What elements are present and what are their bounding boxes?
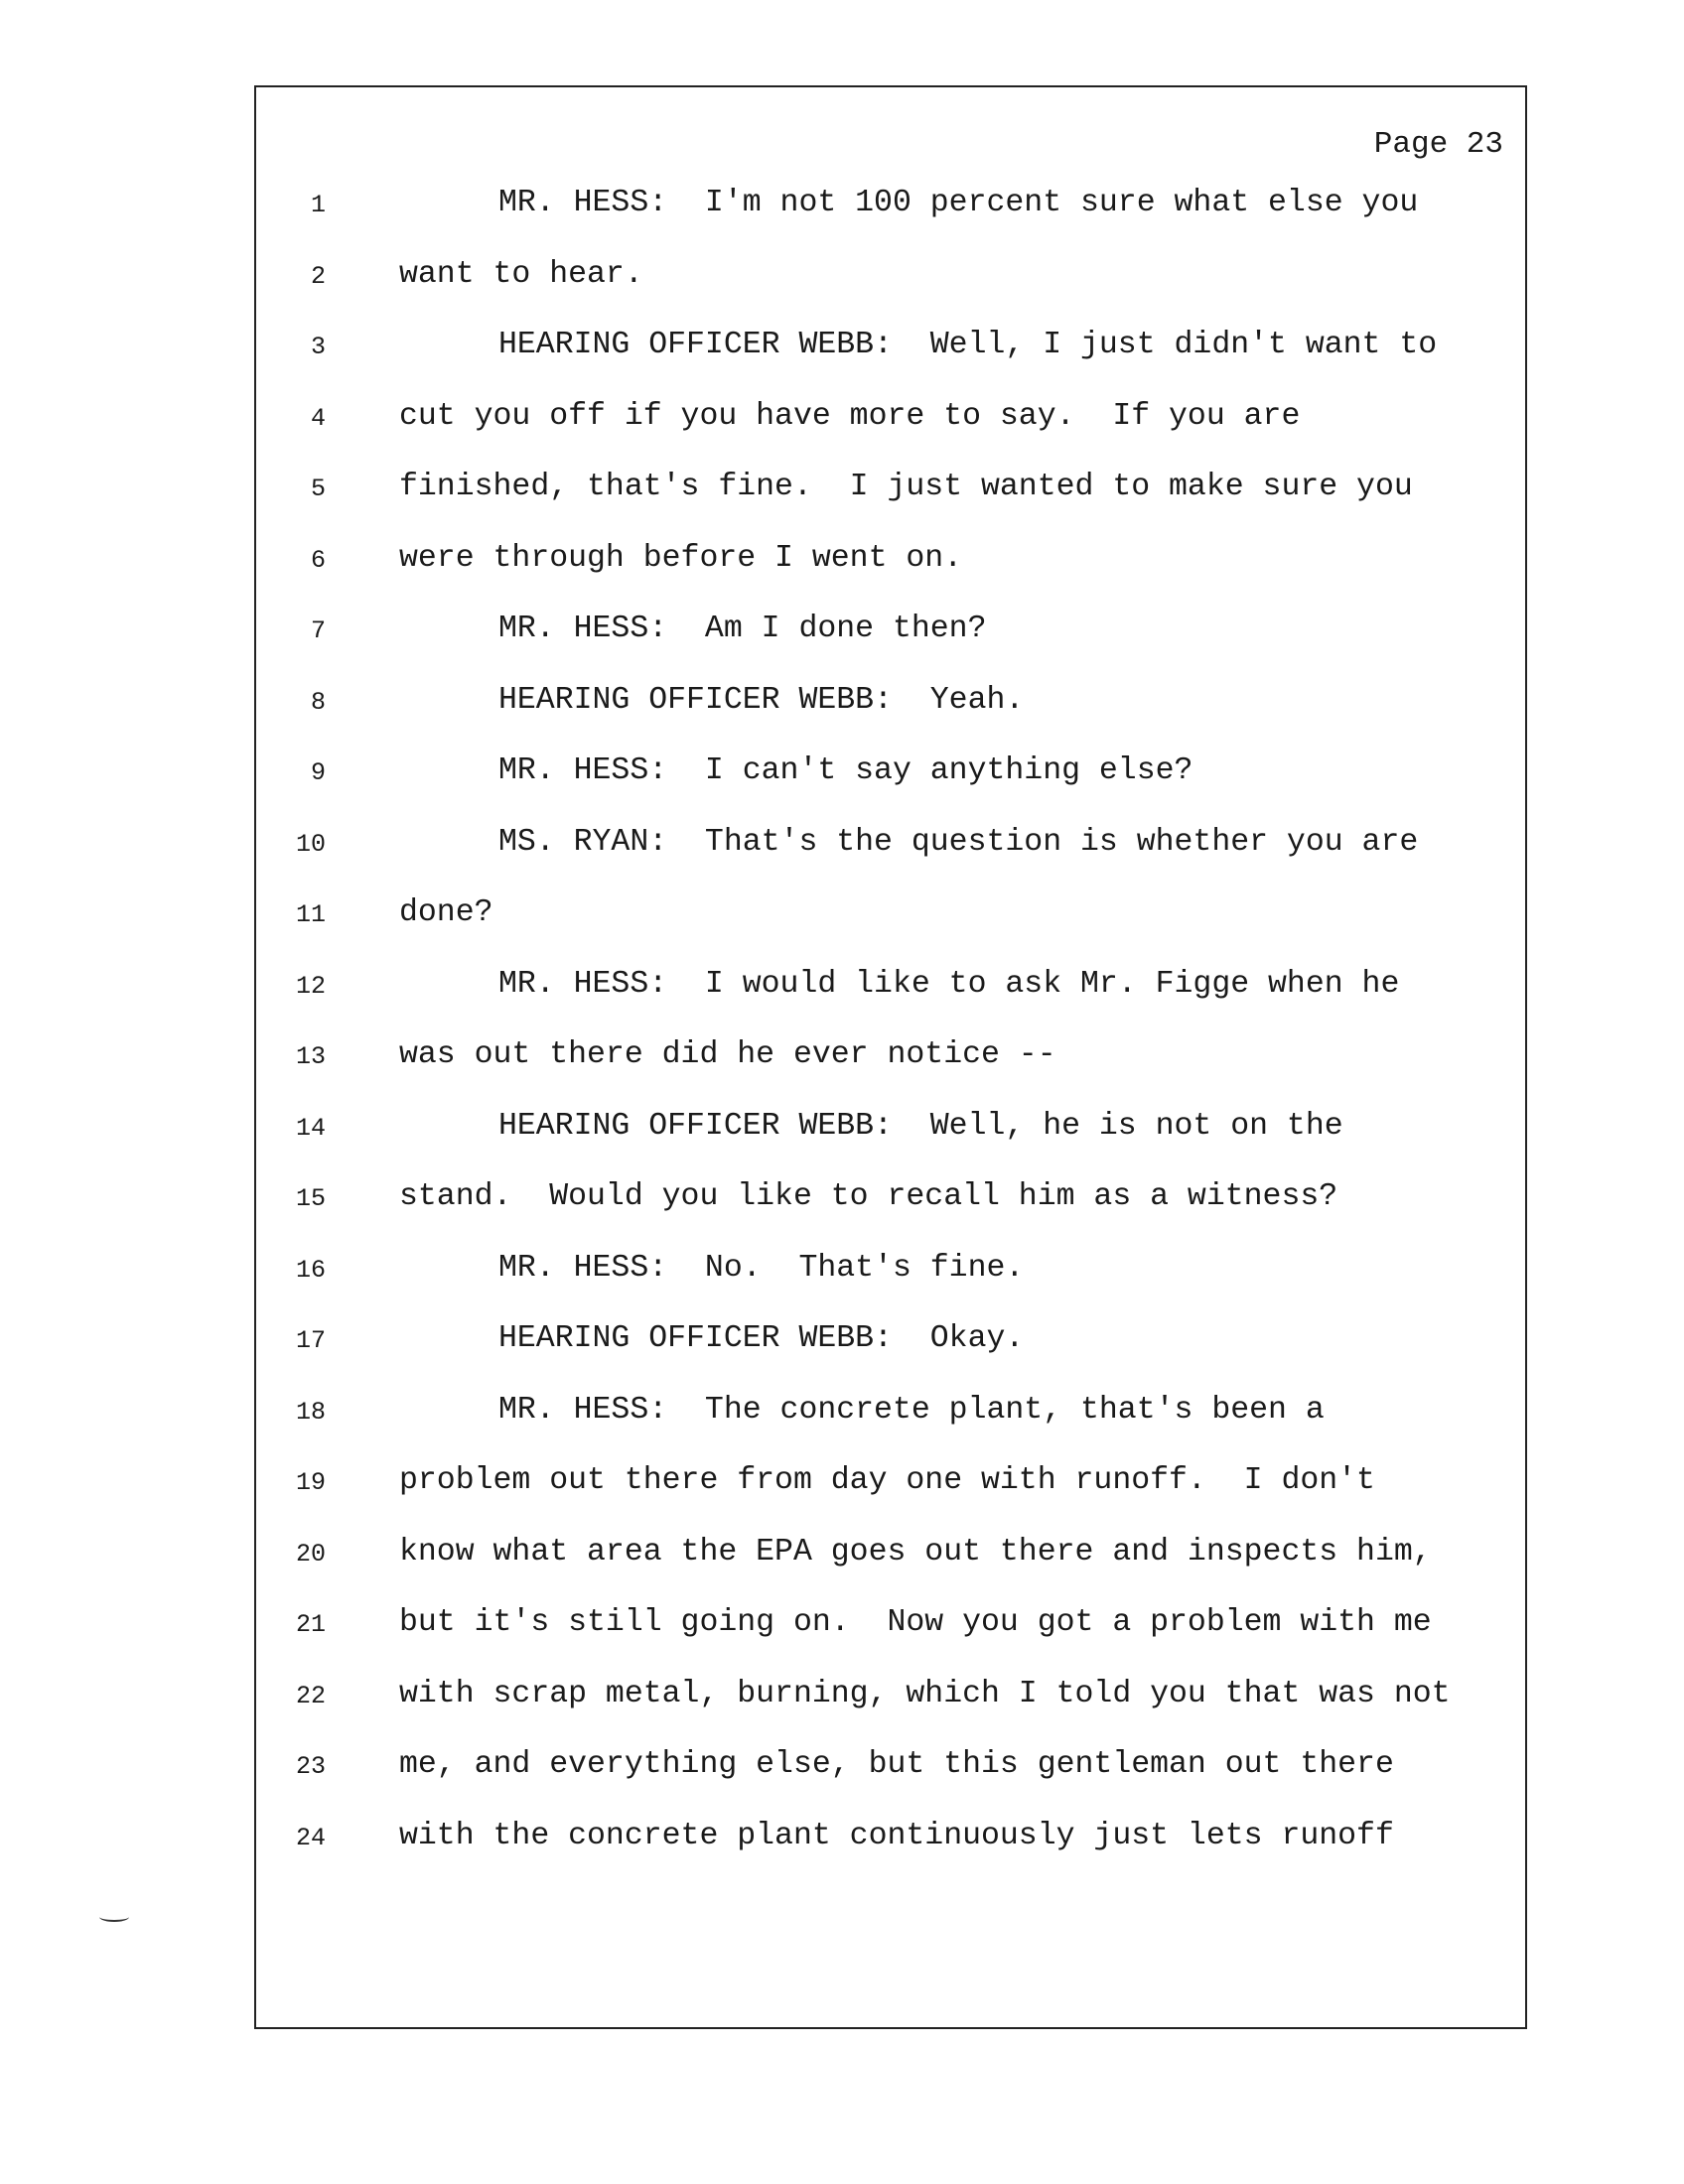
line-number: 3 <box>310 333 326 361</box>
transcript-line <box>256 750 1529 799</box>
line-text: HEARING OFFICER WEBB: Okay. <box>498 1321 1025 1356</box>
line-number: 22 <box>295 1681 326 1710</box>
transcript-line <box>256 1033 1529 1083</box>
line-number: 10 <box>295 829 326 859</box>
line-text: MR. HESS: I would like to ask Mr. Figge when he <box>498 966 1400 1002</box>
line-text: were through before I went on. <box>399 540 963 576</box>
line-number: 23 <box>295 1752 326 1781</box>
line-number: 20 <box>295 1539 326 1569</box>
line-text: MR. HESS: No. That's fine. <box>498 1250 1025 1286</box>
line-text: want to hear. <box>399 256 643 292</box>
line-number: 19 <box>295 1468 326 1497</box>
transcript-line <box>256 821 1529 871</box>
line-number: 12 <box>295 971 326 1001</box>
line-text: HEARING OFFICER WEBB: Well, he is not on the <box>498 1108 1343 1144</box>
transcript-line <box>256 1601 1529 1651</box>
line-number: 5 <box>310 475 326 503</box>
line-number: 11 <box>295 900 326 929</box>
line-text: with scrap metal, burning, which I told you that was not <box>399 1676 1451 1711</box>
line-number: 2 <box>310 261 326 291</box>
transcript-line <box>256 1743 1529 1793</box>
line-number: 24 <box>295 1823 326 1852</box>
transcript-line <box>256 1175 1529 1225</box>
transcript-line <box>256 1673 1529 1722</box>
transcript-line <box>256 1389 1529 1438</box>
line-text: me, and everything else, but this gentleman out there <box>399 1747 1394 1782</box>
transcript-line <box>256 466 1529 515</box>
line-text: done? <box>399 895 493 930</box>
line-number: 18 <box>295 1397 326 1427</box>
transcript-line <box>256 1247 1529 1297</box>
line-number: 15 <box>295 1184 326 1213</box>
line-text: MR. HESS: I'm not 100 percent sure what else you <box>498 186 1419 220</box>
line-number: 7 <box>310 616 326 645</box>
line-number: 16 <box>295 1255 326 1285</box>
line-text: problem out there from day one with runoff. I don't <box>399 1463 1375 1498</box>
line-number: 14 <box>295 1113 326 1143</box>
line-text: HEARING OFFICER WEBB: Yeah. <box>498 682 1025 718</box>
transcript-line <box>256 253 1529 303</box>
line-text: MR. HESS: The concrete plant, that's been a <box>498 1392 1325 1428</box>
transcript-line <box>256 963 1529 1013</box>
transcript-line <box>256 1459 1529 1509</box>
line-text: stand. Would you like to recall him as a witness? <box>399 1179 1338 1214</box>
line-number: 8 <box>310 687 326 717</box>
transcript-line <box>256 608 1529 657</box>
line-text: but it's still going on. Now you got a problem with me <box>399 1605 1432 1640</box>
transcript-page <box>254 85 1527 2029</box>
line-number: 9 <box>310 758 326 787</box>
line-number: 13 <box>295 1042 326 1071</box>
line-number: 17 <box>295 1326 326 1355</box>
line-text: MR. HESS: I can't say anything else? <box>498 753 1193 788</box>
transcript-line <box>256 395 1529 445</box>
transcript-line <box>256 891 1529 941</box>
transcript-line <box>256 1317 1529 1367</box>
line-text: was out there did he ever notice -- <box>399 1037 1056 1072</box>
transcript-line <box>256 1105 1529 1155</box>
line-number: 6 <box>310 545 326 575</box>
line-number: 1 <box>310 191 326 219</box>
transcript-line <box>256 324 1529 373</box>
line-number: 21 <box>295 1610 326 1639</box>
margin-mark <box>99 1912 129 1922</box>
line-number: 4 <box>310 403 326 433</box>
line-text: with the concrete plant continuously just lets runoff <box>399 1818 1394 1853</box>
line-text: finished, that's fine. I just wanted to make sure you <box>399 470 1413 504</box>
line-text: HEARING OFFICER WEBB: Well, I just didn't want to <box>498 328 1438 362</box>
line-text: MR. HESS: Am I done then? <box>498 612 987 646</box>
transcript-line <box>256 182 1529 231</box>
transcript-line <box>256 679 1529 729</box>
line-text: cut you off if you have more to say. If you are <box>399 398 1301 434</box>
line-text: know what area the EPA goes out there and inspects him, <box>399 1534 1432 1570</box>
transcript-line <box>256 1815 1529 1864</box>
transcript-line <box>256 537 1529 587</box>
page-number: Page 23 <box>1373 127 1503 162</box>
transcript-line <box>256 1531 1529 1580</box>
line-text: MS. RYAN: That's the question is whether you are <box>498 824 1419 860</box>
